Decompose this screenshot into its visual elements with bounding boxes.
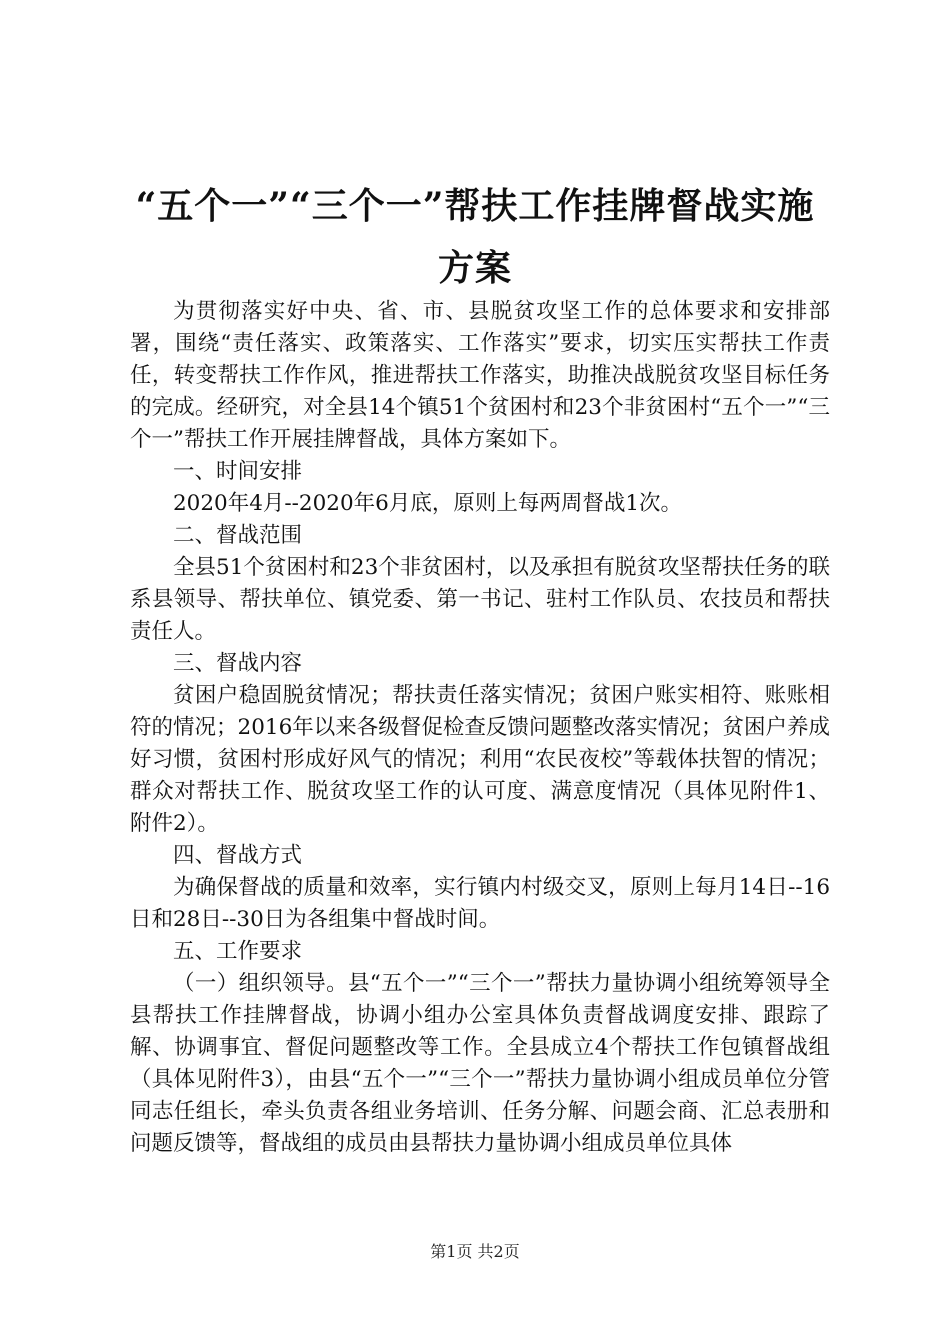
document-body xyxy=(130,296,830,1160)
section-heading-requirements: 五、工作要求 xyxy=(173,939,303,964)
section-heading-method: 四、督战方式 xyxy=(173,843,303,868)
time-paragraph: 2020年4月--2020年6月底，原则上每两周督战1次。 xyxy=(173,491,682,516)
content-paragraph: 贫困户稳固脱贫情况；帮扶责任落实情况；贫困户账实相符、账账相符的情况；2016年以来各级督促检查反馈问题整改落实情况；贫困户养成好习惯，贫困村形成好风气的情况；利用“农民夜校”等载体扶智的情况；群众对帮扶工作、脱贫攻坚工作的认可度、满意度情况（具体见附件1、附件2）。 xyxy=(130,683,830,836)
scope-paragraph: 全县51个贫困村和23个非贫困村，以及承担有脱贫攻坚帮扶任务的联系县领导、帮扶单位、镇党委、第一书记、驻村工作队员、农技员和帮扶责任人。 xyxy=(130,555,830,644)
section-heading-time: 一、时间安排 xyxy=(173,459,303,484)
section-heading-content: 三、督战内容 xyxy=(173,651,303,676)
method-paragraph: 为确保督战的质量和效率，实行镇内村级交叉，原则上每月14日--16日和28日--30日为各组集中督战时间。 xyxy=(130,875,830,932)
document-title-line-1: “五个一”“三个一”帮扶工作挂牌督战实施 xyxy=(135,185,815,227)
document-title-line-2: 方案 xyxy=(437,247,512,289)
requirements-paragraph: （一）组织领导。县“五个一”“三个一”帮扶力量协调小组统筹领导全县帮扶工作挂牌督战，协调小组办公室具体负责督战调度安排、跟踪了解、协调事宜、督促问题整改等工作。全县成立4个帮扶工作包镇督战组（具体见附件3），由县“五个一”“三个一”帮扶力量协调小组成员单位分管同志任组长，牵头负责各组业务培训、任务分解、问题会商、汇总表册和问题反馈等，督战组的成员由县帮扶力量协调小组成员单位具体 xyxy=(130,971,830,1156)
section-heading-scope: 二、督战范围 xyxy=(173,523,303,548)
page-footer: 第1页 共2页 xyxy=(430,1242,520,1261)
intro-paragraph: 为贯彻落实好中央、省、市、县脱贫攻坚工作的总体要求和安排部署，围绕“责任落实、政策落实、工作落实”要求，切实压实帮扶工作责任，转变帮扶工作作风，推进帮扶工作落实，助推决战脱贫攻坚目标任务的完成。经研究，对全县14个镇51个贫困村和23个非贫困村“五个一”“三个一”帮扶工作开展挂牌督战，具体方案如下。 xyxy=(130,299,830,452)
